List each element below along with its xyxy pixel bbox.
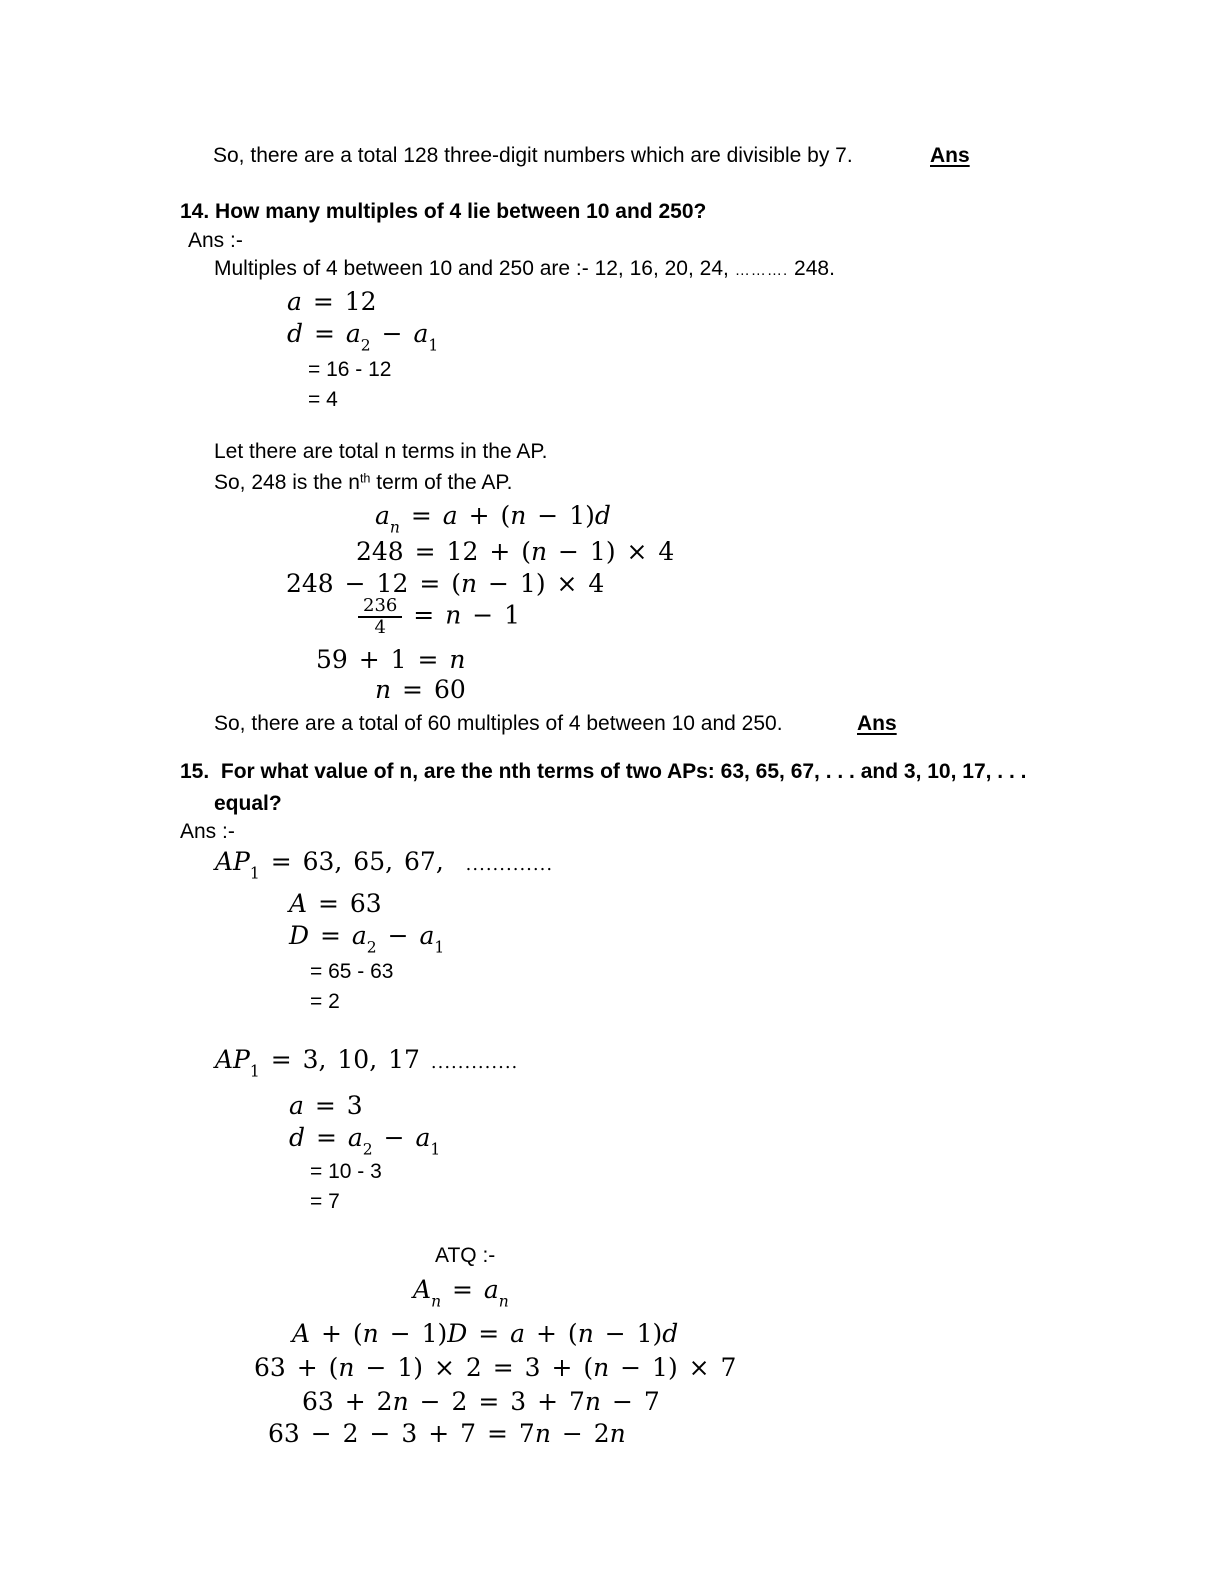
q15-D-formula (289, 922, 444, 957)
q15-A-value (289, 890, 382, 919)
q15-general-equation-seg-3: − 1) (378, 1319, 448, 1348)
q15-ans-heading-seg-0: Ans :- (180, 820, 235, 843)
q15-d-formula-seg-6: 1 (430, 1140, 441, 1159)
q14-an-formula-seg-2: = (399, 501, 443, 530)
q15-d-result-seg-0: = 7 (310, 1190, 340, 1213)
q15-simplified-equation-seg-3: n (584, 1387, 602, 1416)
q15-ap2-series-seg-1: 1 (249, 1062, 260, 1081)
q14-d-formula-seg-1: = (303, 319, 346, 348)
q15-question-line-1 (180, 760, 1026, 784)
q14-nth-term-note-seg-2: term of the AP. (370, 471, 513, 494)
q15-general-equation-seg-8: n (577, 1319, 594, 1348)
q15-D-step-seg-0: = 65 - 63 (310, 960, 394, 983)
q15-an-equality-seg-0: A (413, 1275, 432, 1304)
q15-question-line-2-seg-0: equal? (214, 792, 282, 815)
q15-rearranged-equation-seg-2: − 2 (550, 1419, 610, 1448)
q15-D-step (310, 960, 393, 984)
q14-eq-step-2-seg-2: − 1) × 4 (477, 569, 605, 598)
q15-D-formula-seg-1: = (309, 921, 352, 950)
q15-d-formula-seg-5: a (415, 1123, 431, 1152)
q15-D-formula-seg-0: D (289, 921, 310, 950)
q15-a-value (289, 1092, 363, 1121)
q14-eq-step-2-seg-1: n (460, 569, 478, 598)
q15-rearranged-equation-seg-3: n (609, 1419, 626, 1448)
q15-d-formula-seg-4: − (372, 1123, 416, 1152)
q15-ap1-series-seg-3: ............. (465, 854, 554, 875)
q15-substituted-equation-seg-1: n (338, 1353, 355, 1382)
q15-question-line-1-seg-0: 15. For what value of n, are the nth terms of two APs: 63, 65, 67, . . . and 3, 10, 17, . . . (180, 760, 1027, 783)
q14-a-value-seg-1: = 12 (301, 287, 377, 316)
q13-ans-label-seg-0: Ans (930, 144, 970, 167)
q15-substituted-equation (254, 1354, 736, 1383)
q14-ans-label (857, 712, 897, 736)
q15-d-formula-seg-3: 2 (362, 1140, 373, 1159)
q14-ans-heading-seg-0: Ans :- (188, 229, 243, 252)
q15-a-value-seg-1: = 3 (303, 1091, 363, 1120)
q14-eq-step-3-seg-2: n (445, 600, 462, 630)
q14-eq-step-1-seg-0: 248 = 12 + ( (356, 537, 531, 566)
q15-general-equation-seg-7: + ( (525, 1319, 578, 1348)
q15-simplified-equation-seg-4: − 7 (601, 1387, 660, 1416)
q15-ap1-series (215, 848, 553, 883)
q15-A-value-seg-1: = 63 (307, 889, 382, 918)
q15-general-equation-seg-6: a (510, 1319, 526, 1348)
q15-rearranged-equation-seg-0: 63 − 2 − 3 + 7 = 7 (268, 1419, 535, 1448)
q14-a-value (287, 288, 377, 317)
q14-an-formula-seg-5: n (510, 501, 527, 530)
fraction (358, 596, 402, 638)
q14-d-step (308, 358, 391, 382)
q14-an-formula-seg-0: a (375, 501, 390, 530)
q14-eq-step-2 (286, 570, 604, 599)
q15-general-equation-seg-1: + ( (310, 1319, 363, 1348)
q14-nth-term-note-seg-1: th (359, 471, 371, 486)
q13-conclusion-seg-0: So, there are a total 128 three-digit numbers which are divisible by 7. (213, 144, 853, 167)
q14-d-result (308, 388, 338, 412)
q15-general-equation (292, 1320, 678, 1349)
q15-D-formula-seg-6: 1 (434, 938, 445, 957)
q15-ap1-series-seg-1: 1 (249, 864, 260, 883)
q15-question-line-2 (214, 792, 282, 816)
q14-eq-step-2-seg-0: 248 − 12 = ( (286, 569, 461, 598)
q15-d-formula-seg-2: a (347, 1123, 363, 1152)
q15-D-formula-seg-5: a (419, 921, 435, 950)
q15-d-formula (289, 1124, 440, 1159)
q14-d-formula-seg-3: 2 (360, 336, 371, 355)
q15-D-formula-seg-2: a (351, 921, 367, 950)
q14-nth-term-note (214, 471, 512, 495)
q15-ap2-series-seg-2: = 3, 10, 17 (259, 1045, 431, 1074)
q15-substituted-equation-seg-2: − 1) × 2 = 3 + ( (354, 1353, 594, 1382)
q14-d-step-seg-0: = 16 - 12 (308, 358, 392, 381)
q15-D-formula-seg-3: 2 (366, 938, 377, 957)
q15-general-equation-seg-0: A (292, 1319, 311, 1348)
q14-multiples-list-seg-2: 248. (788, 257, 835, 280)
q14-an-formula-seg-6: − 1) (526, 501, 595, 530)
q15-D-result (310, 990, 340, 1014)
q14-eq-result (375, 676, 466, 705)
q15-D-result-seg-0: = 2 (310, 990, 340, 1013)
q14-eq-step-3 (358, 596, 520, 638)
q14-d-formula-seg-0: d (287, 319, 304, 348)
q14-d-formula-seg-2: a (345, 319, 361, 348)
fraction-numerator: 236 (358, 596, 402, 618)
q14-ans-label-seg-0: Ans (857, 712, 897, 735)
q14-eq-step-1 (356, 538, 674, 567)
q13-conclusion (213, 144, 853, 168)
q15-a-value-seg-0: a (289, 1091, 304, 1120)
q14-an-formula-seg-1: n (389, 518, 400, 537)
q14-multiples-list (214, 257, 835, 281)
q14-d-formula-seg-5: a (413, 319, 429, 348)
q14-nth-term-note-seg-0: So, 248 is the n (214, 471, 360, 494)
q14-question-seg-0: 14. How many multiples of 4 lie between 10 and 250? (180, 200, 707, 223)
q15-general-equation-seg-4: D (447, 1319, 468, 1348)
q14-d-formula-seg-6: 1 (428, 336, 439, 355)
q14-an-formula (375, 502, 611, 537)
q15-general-equation-seg-10: d (662, 1319, 679, 1348)
q15-d-formula-seg-1: = (305, 1123, 348, 1152)
q14-an-formula-seg-7: d (594, 501, 611, 530)
q15-d-step-seg-0: = 10 - 3 (310, 1160, 382, 1183)
q14-let-n-terms (214, 440, 547, 464)
q15-simplified-equation-seg-1: n (392, 1387, 409, 1416)
q14-d-formula-seg-4: − (370, 319, 414, 348)
q14-an-formula-seg-4: + ( (457, 501, 511, 530)
q14-d-formula (287, 320, 438, 355)
q14-multiples-list-seg-1: ………. (734, 262, 789, 279)
q14-question (180, 200, 706, 224)
q15-simplified-equation-seg-0: 63 + 2 (302, 1387, 393, 1416)
q15-substituted-equation-seg-0: 63 + ( (254, 1353, 339, 1382)
q14-eq-step-4-seg-0: 59 + 1 = (316, 645, 450, 674)
q14-multiples-list-seg-0: Multiples of 4 between 10 and 250 are :- 12, 16, 20, 24, (214, 257, 735, 280)
q15-an-equality (413, 1276, 509, 1311)
q15-simplified-equation (302, 1388, 660, 1417)
q14-a-value-seg-0: a (287, 287, 302, 316)
q15-ap2-series (215, 1046, 518, 1081)
q15-rearranged-equation-seg-1: n (534, 1419, 551, 1448)
q15-ans-heading (180, 820, 235, 844)
q14-eq-step-3-seg-3: − 1 (461, 600, 521, 630)
q15-A-value-seg-0: A (289, 889, 308, 918)
q15-d-formula-seg-0: d (289, 1123, 306, 1152)
q14-eq-step-3-seg-1: = (402, 600, 446, 630)
q15-simplified-equation-seg-2: − 2 = 3 + 7 (408, 1387, 585, 1416)
q14-conclusion (214, 712, 783, 736)
q14-eq-step-1-seg-2: − 1) × 4 (547, 537, 675, 566)
q15-ap1-series-seg-2: = 63, 65, 67, (259, 847, 466, 876)
q15-ap2-series-seg-3: ............. (430, 1052, 519, 1073)
q14-let-n-terms-seg-0: Let there are total n terms in the AP. (214, 440, 548, 463)
q14-an-formula-seg-3: a (442, 501, 458, 530)
q15-D-formula-seg-4: − (376, 921, 420, 950)
q14-ans-heading (188, 229, 243, 253)
q13-ans-label (930, 144, 970, 168)
q14-eq-result-seg-0: n (375, 675, 392, 704)
q15-substituted-equation-seg-4: − 1) × 7 (609, 1353, 737, 1382)
q15-substituted-equation-seg-3: n (593, 1353, 610, 1382)
q15-d-step (310, 1160, 382, 1184)
q15-general-equation-seg-5: = (467, 1319, 511, 1348)
q14-conclusion-seg-0: So, there are a total of 60 multiples of 4 between 10 and 250. (214, 712, 783, 735)
q15-an-equality-seg-2: = (441, 1275, 484, 1304)
q15-d-result (310, 1190, 340, 1214)
q15-an-equality-seg-4: n (498, 1292, 509, 1311)
q15-ap2-series-seg-0: AP (215, 1045, 250, 1074)
q15-an-equality-seg-3: a (483, 1275, 499, 1304)
q15-general-equation-seg-9: − 1) (593, 1319, 663, 1348)
q14-d-result-seg-0: = 4 (308, 388, 338, 411)
q15-rearranged-equation (268, 1420, 626, 1449)
q14-eq-step-4 (316, 646, 466, 675)
fraction-denominator: 4 (374, 616, 386, 638)
q15-an-equality-seg-1: n (431, 1292, 442, 1311)
q14-eq-result-seg-1: = 60 (391, 675, 466, 704)
q15-ap1-series-seg-0: AP (215, 847, 250, 876)
q14-eq-step-4-seg-1: n (449, 645, 466, 674)
q15-general-equation-seg-2: n (362, 1319, 379, 1348)
q15-atq-heading (435, 1244, 495, 1268)
q14-eq-step-1-seg-1: n (530, 537, 548, 566)
q15-atq-heading-seg-0: ATQ :- (435, 1244, 496, 1267)
